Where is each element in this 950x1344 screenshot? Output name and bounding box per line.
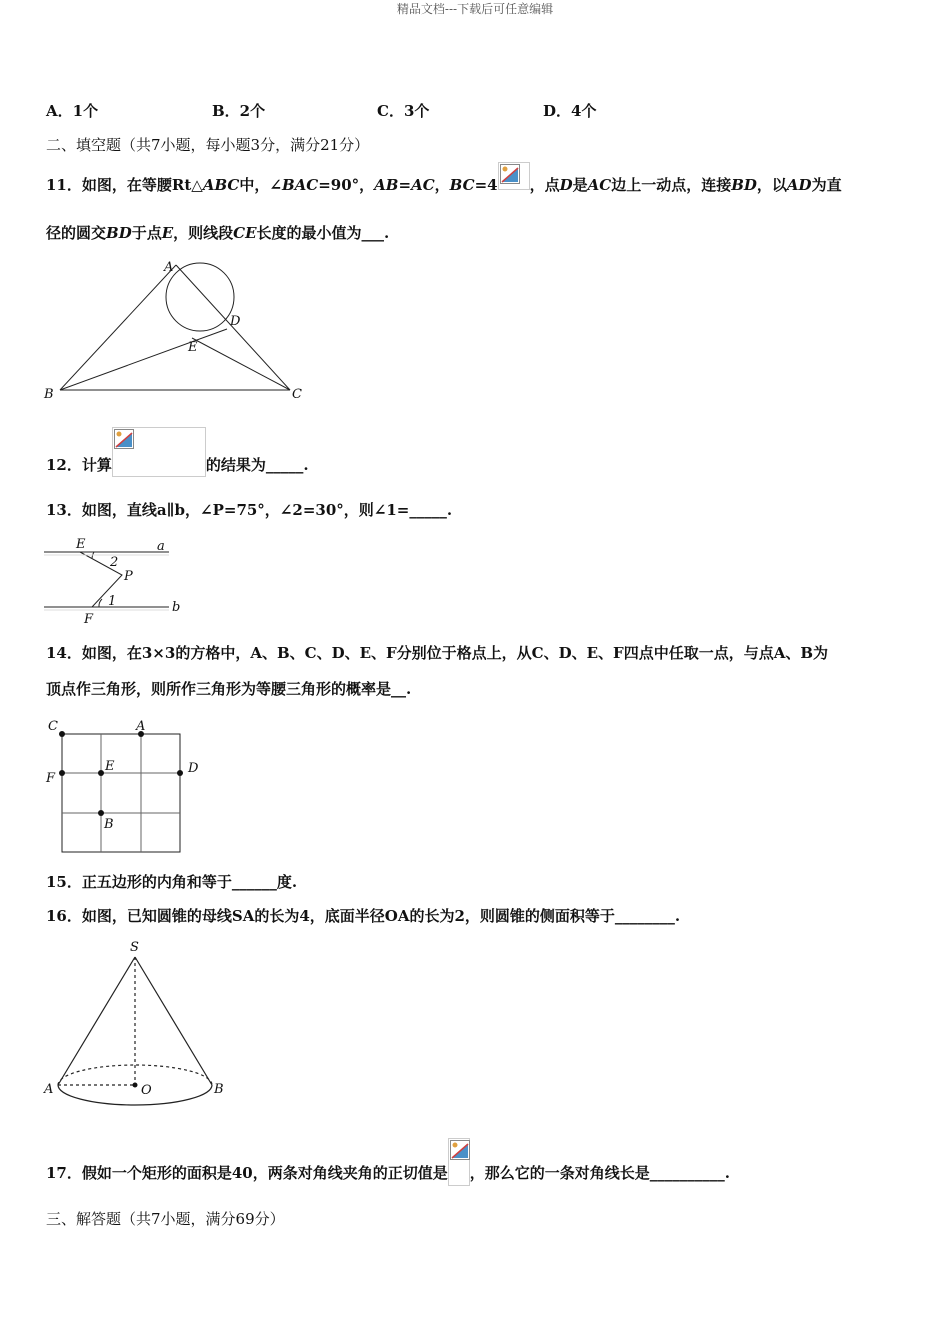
q11-var: E [161,224,174,242]
q11-text: 边上一动点，连接 [611,176,732,194]
question-16: 16．如图，已知圆锥的母线SA的长为4，底面半径OA的长为2，则圆锥的侧面积等于________. [46,907,681,925]
q11-var: BD [106,224,132,242]
section-2-heading: 二、填空题（共7小题，每小题3分，满分21分） [46,136,370,154]
q11-text: 11．如图，在等腰Rt△ [46,176,203,194]
section-3-heading: 三、解答题（共7小题，满分69分） [46,1210,285,1228]
fig13-label-1: 1 [108,594,117,609]
q11-var: AD [786,176,812,194]
fig16-label-o: O [141,1083,152,1098]
q17-text: 17．假如一个矩形的面积是40，两条对角线夹角的正切值是 [46,1164,448,1182]
figure-13-parallel-lines [44,535,184,627]
fig14-label-a: A [136,719,146,734]
figure-16-cone [40,935,240,1115]
page-header: 精品文档---下载后可任意编辑 [396,2,554,16]
broken-image-icon [498,162,530,190]
q11-var: AC [411,176,435,194]
question-13: 13．如图，直线a∥b，∠P=75°，∠2=30°，则∠1=_____. [46,501,453,519]
q11-text: 为直 [811,176,842,194]
fig14-label-b: B [104,817,114,832]
fig11-label-d: D [230,314,241,329]
q11-text: 径的圆交 [46,224,107,242]
fig13-label-2: 2 [110,555,119,570]
choice-b: B．2个 [212,102,266,120]
fig14-label-c: C [48,719,58,734]
fig14-label-e: E [105,759,115,774]
question-12 [46,441,309,491]
q11-var: D [559,176,573,194]
fig11-label-a: A [164,260,174,275]
fig16-label-b: B [214,1082,224,1097]
q11-var: CE [233,224,257,242]
q11-var: AC [587,176,612,194]
q11-var: BAC [281,176,319,194]
choice-c: C．3个 [377,102,430,120]
fig14-label-f: F [46,771,56,786]
q11-text: =90°， [318,176,375,194]
fig11-label-b: B [44,387,54,402]
q11-text: ，则线段 [173,224,234,242]
fig13-label-p: P [124,569,133,584]
fig13-label-b: b [172,600,181,615]
question-11-line-1 [46,172,842,200]
question-11-line-2 [46,223,389,243]
q11-text: ， [434,176,450,194]
question-14-line-1: 14．如图，在3×3的方格中，A、B、C、D、E、F分别位于格点上，从C、D、E、F四点中任取一点，与点A、B为 [46,644,829,662]
fig16-label-a: A [44,1082,54,1097]
fig11-label-e: E [188,340,198,355]
choice-d: D．4个 [543,102,597,120]
q11-var: BC [449,176,475,194]
figure-11-triangle-circle [40,255,320,405]
broken-image-icon [448,1138,470,1186]
q11-text: 中，∠ [239,176,282,194]
question-14-line-2: 顶点作三角形，则所作三角形为等腰三角形的概率是__. [46,680,412,698]
q11-text: ，以 [756,176,787,194]
fig13-label-a: a [157,539,165,554]
fig16-label-s: S [130,940,139,955]
q11-var: AB [374,176,399,194]
q12-text: 12．计算 [46,456,112,474]
choice-a: A．1个 [46,102,99,120]
q11-var: BD [731,176,757,194]
question-17 [46,1150,730,1198]
q11-text: =4 [474,176,498,194]
figure-14-grid [44,715,214,857]
q11-text: 是 [572,176,588,194]
fig11-label-c: C [292,387,302,402]
q11-text: 长度的最小值为___. [256,224,390,242]
q11-text: = [398,176,412,194]
question-15: 15．正五边形的内角和等于______度. [46,873,298,891]
fig14-label-d: D [188,761,199,776]
q11-text: 于点 [131,224,162,242]
broken-image-icon [112,427,206,477]
fig13-label-e: E [76,537,86,552]
q11-var: ABC [202,176,240,194]
q11-text: ，点 [529,176,560,194]
q12-text: 的结果为_____. [205,456,309,474]
q17-text: ，那么它的一条对角线长是__________. [469,1164,730,1182]
fig13-label-f: F [84,612,94,627]
